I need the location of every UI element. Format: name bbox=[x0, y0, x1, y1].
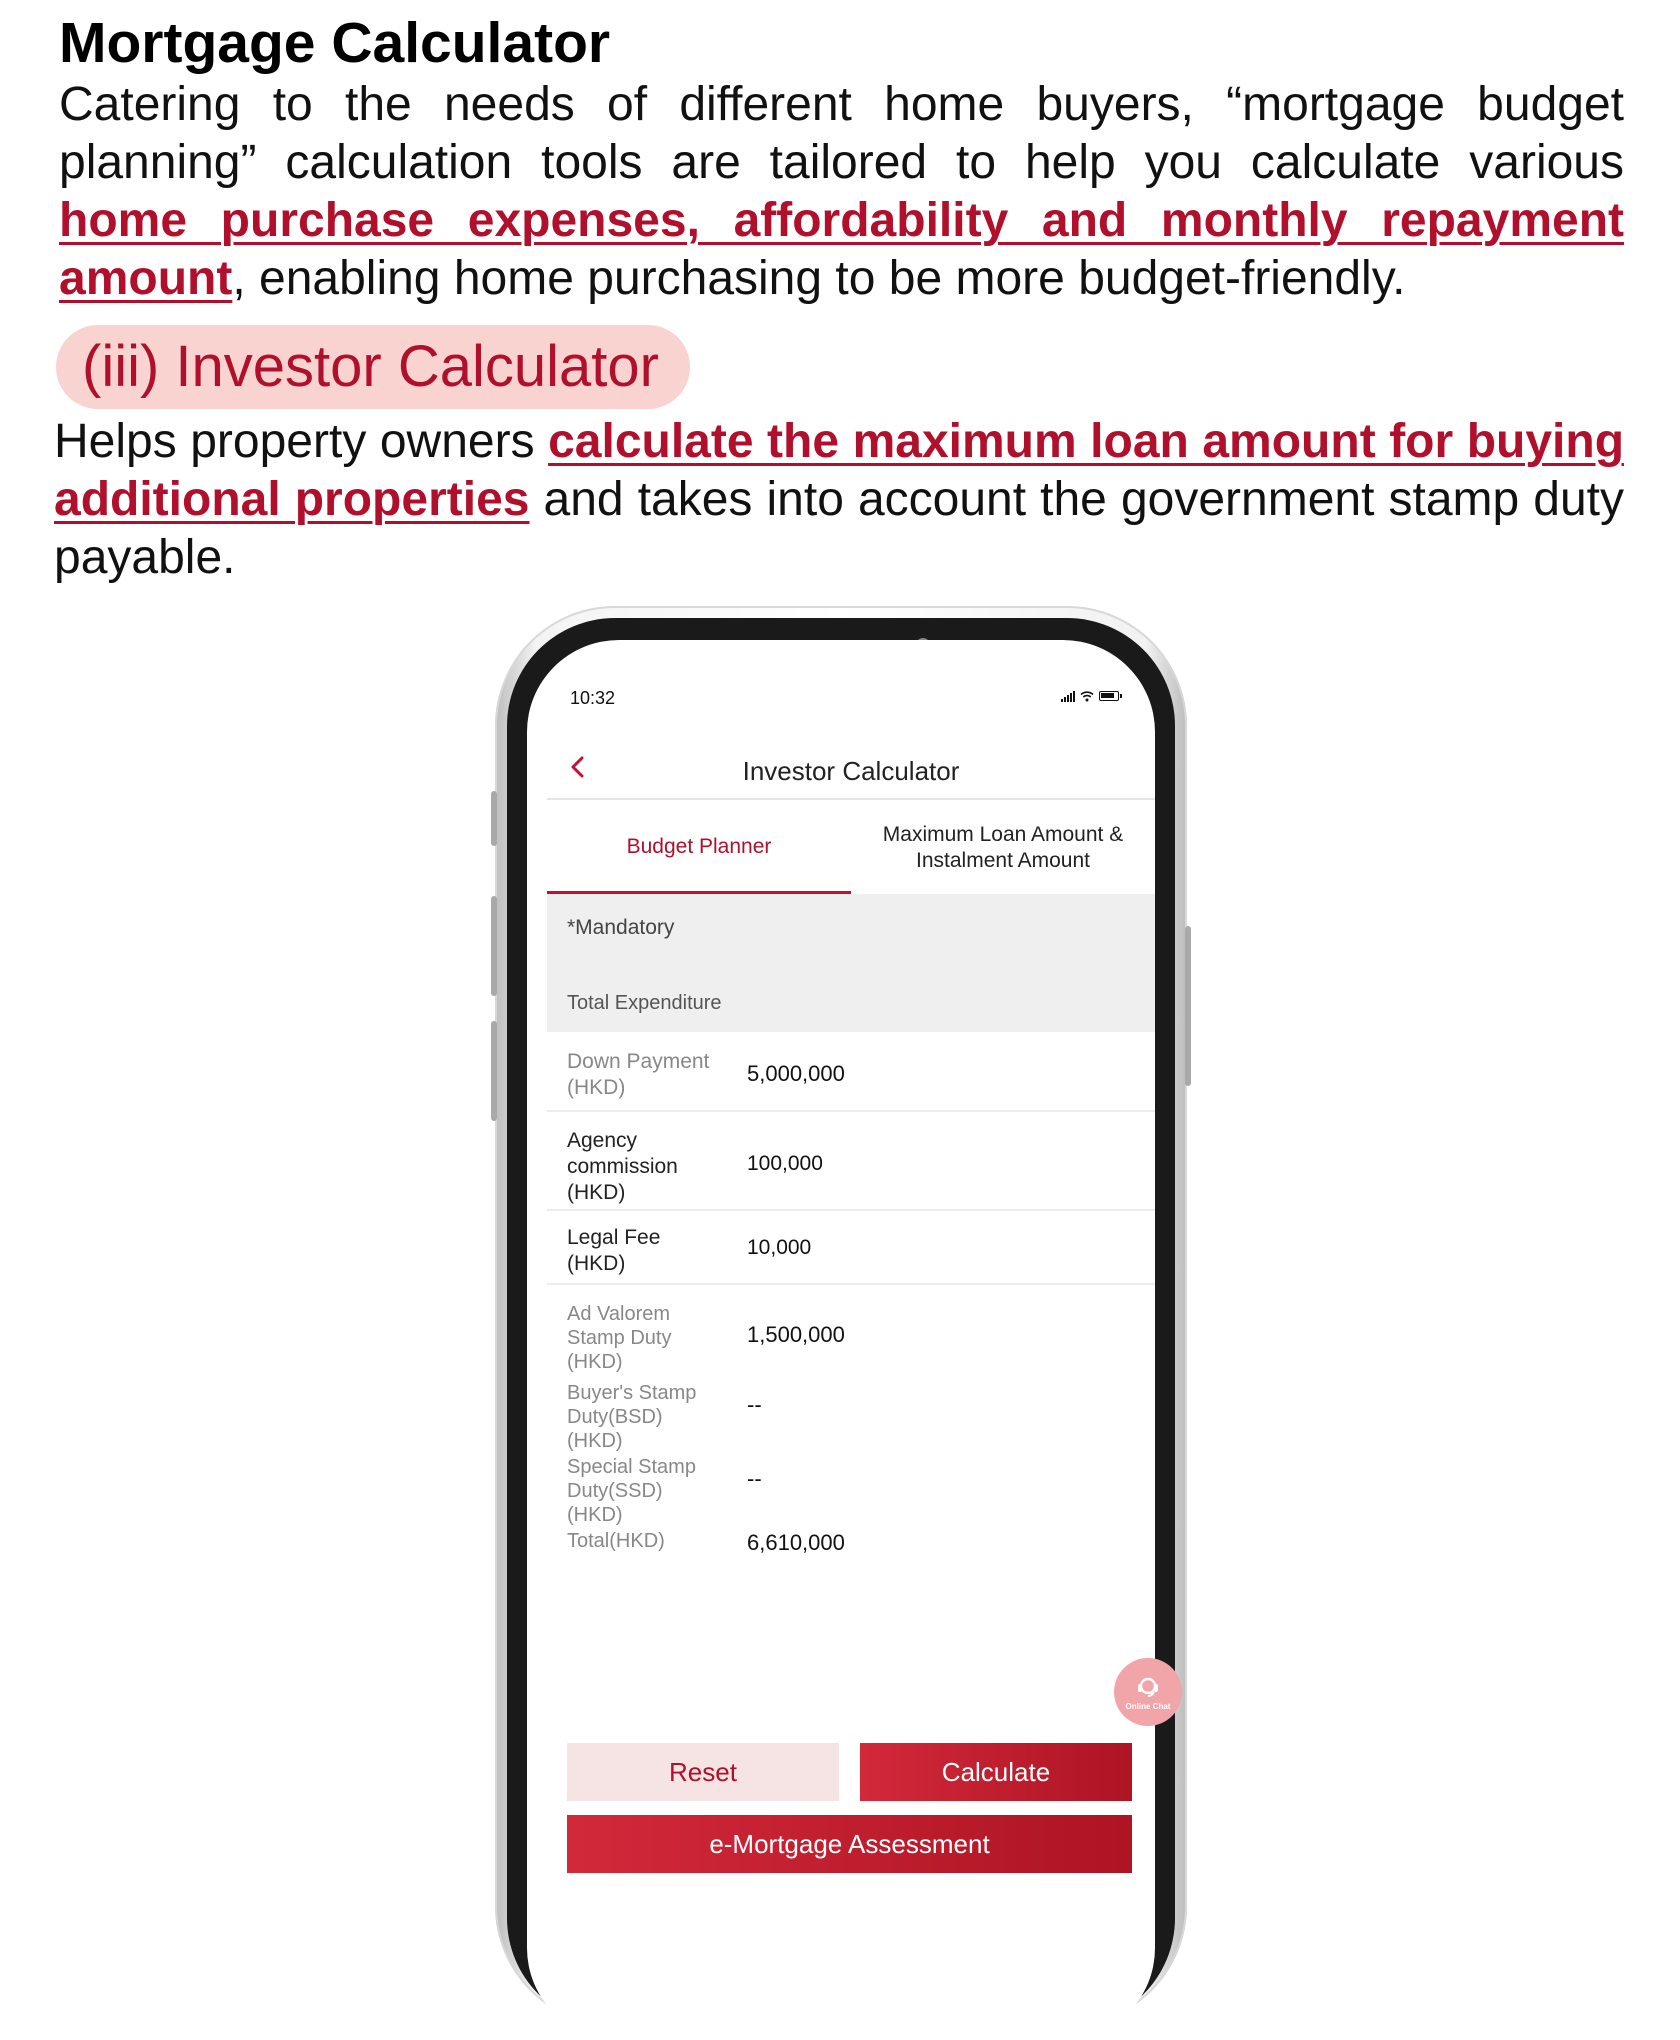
status-time: 10:32 bbox=[570, 688, 616, 708]
phone-screen bbox=[527, 640, 1171, 2040]
e-mortgage-assessment-button[interactable]: e-Mortgage Assessment bbox=[567, 1815, 1132, 1873]
tab-maximum-loan[interactable]: Maximum Loan Amount & Instalment Amount bbox=[882, 823, 1124, 872]
summary-label-avd: Ad Valorem Stamp Duty (HKD) bbox=[567, 1303, 672, 1373]
investor-text-end: and takes into account the government stamp duty payable. bbox=[54, 473, 1624, 584]
phone-side-button bbox=[491, 791, 497, 846]
phone-volume-down-button bbox=[491, 1021, 497, 1121]
page-title: Mortgage Calculator bbox=[59, 11, 611, 75]
wifi-icon bbox=[1080, 690, 1094, 702]
mandatory-note: *Mandatory bbox=[567, 916, 675, 939]
summary-value-ssd: -- bbox=[747, 1466, 762, 1491]
online-chat-button[interactable] bbox=[1114, 1658, 1182, 1726]
intro-section bbox=[59, 10, 1624, 308]
reset-button[interactable]: Reset bbox=[567, 1743, 839, 1801]
section-pill bbox=[56, 325, 690, 409]
intro-paragraph bbox=[59, 76, 1624, 308]
summary-value-avd: 1,500,000 bbox=[747, 1322, 845, 1347]
tab-bar bbox=[547, 802, 1155, 894]
investor-text-start: Helps property owners bbox=[54, 415, 549, 468]
form-header bbox=[547, 894, 1155, 1032]
calculate-button[interactable]: Calculate bbox=[860, 1743, 1132, 1801]
phone-volume-up-button bbox=[491, 896, 497, 996]
phone-bezel bbox=[507, 618, 1175, 2026]
summary-label-total: Total(HKD) bbox=[567, 1530, 665, 1552]
phone-power-button bbox=[1185, 926, 1191, 1086]
field-row-legal-fee[interactable] bbox=[547, 1211, 1155, 1285]
field-label-agency-commission: Agency commission (HKD) bbox=[567, 1129, 678, 1204]
status-icons bbox=[1061, 690, 1119, 702]
summary-value-bsd: -- bbox=[747, 1392, 762, 1417]
intro-text-end: , enabling home purchasing to be more budget-friendly. bbox=[232, 252, 1406, 305]
field-row-down-payment[interactable] bbox=[547, 1032, 1155, 1112]
intro-text-start: Catering to the needs of different home buyers, “mortgage budget planning” calculation tools are tailored to help you calculate various bbox=[59, 78, 1624, 189]
field-row-agency-commission[interactable] bbox=[547, 1112, 1155, 1211]
intro-highlight: home purchase expenses, affordability and monthly repayment amount bbox=[59, 194, 1624, 305]
section-label-total-expenditure: Total Expenditure bbox=[567, 992, 722, 1014]
phone-mockup bbox=[495, 606, 1187, 2026]
investor-description bbox=[54, 413, 1624, 587]
field-value-legal-fee[interactable]: 10,000 bbox=[747, 1236, 812, 1259]
section-pill-label: (iii) Investor Calculator bbox=[82, 334, 659, 399]
summary-label-bsd: Buyer's Stamp Duty(BSD)(HKD) bbox=[567, 1382, 697, 1452]
battery-icon bbox=[1099, 691, 1119, 701]
field-value-agency-commission[interactable]: 100,000 bbox=[747, 1152, 823, 1175]
signal-icon bbox=[1061, 691, 1075, 702]
tab-budget-planner[interactable]: Budget Planner bbox=[547, 802, 851, 894]
summary-label-ssd: Special Stamp Duty(SSD)(HKD) bbox=[567, 1456, 696, 1526]
investor-highlight: calculate the maximum loan amount for buying additional properties bbox=[54, 415, 1625, 526]
summary-value-total: 6,610,000 bbox=[747, 1530, 845, 1555]
field-label-down-payment: Down Payment (HKD) bbox=[567, 1050, 710, 1099]
app-bar bbox=[547, 736, 1155, 800]
chat-headset-icon bbox=[1133, 1674, 1163, 1700]
app-title: Investor Calculator bbox=[742, 756, 960, 786]
online-chat-label: Online Chat bbox=[1125, 1701, 1171, 1711]
field-value-down-payment[interactable]: 5,000,000 bbox=[747, 1061, 845, 1086]
field-label-legal-fee: Legal Fee (HKD) bbox=[567, 1226, 661, 1275]
